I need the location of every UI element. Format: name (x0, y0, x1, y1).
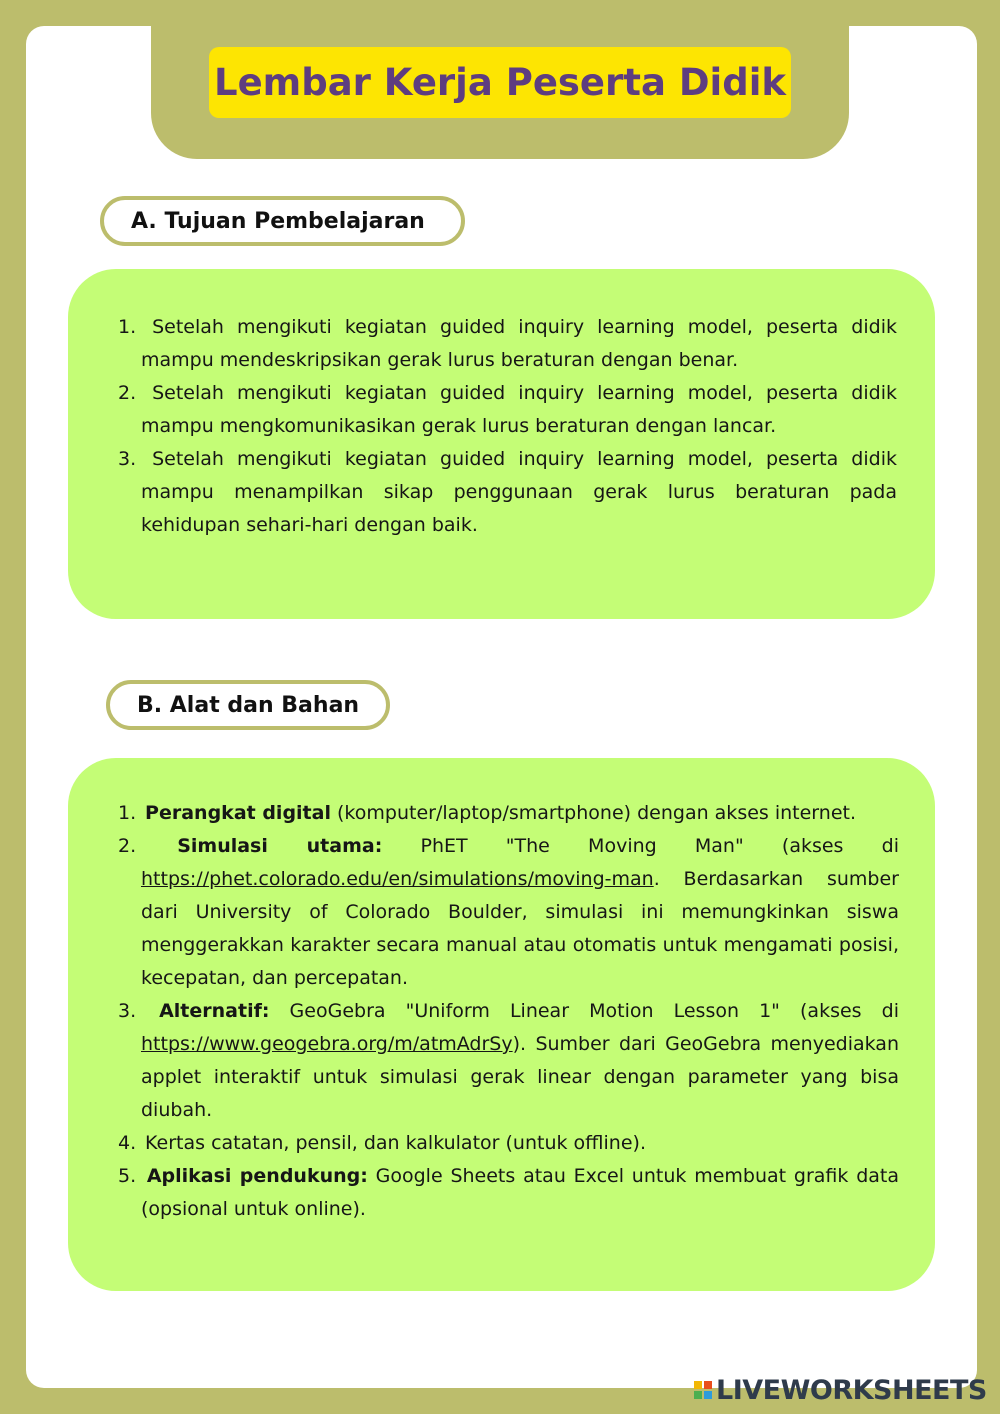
list-item: 3. Setelah mengikuti kegiatan guided inquiry learning model, peserta didik mampu menampilkan sikap penggunaan gerak lurus beraturan pada kehidupan sehari-hari dengan baik. (118, 448, 897, 536)
geogebra-link[interactable]: https://www.geogebra.org/m/atmAdrSy (141, 1033, 513, 1055)
liveworksheets-logo-icon (694, 1381, 712, 1399)
list-item: 2. Simulasi utama: PhET "The Moving Man" (akses di https://phet.colorado.edu/en/simulations/moving-man. Berdasarkan sumber dari University of Colorado Boulder, simulasi ini memungkinkan siswa menggerakkan karakter secara manual atau otomatis untuk mengamati posisi, kecepatan, dan percepatan. (118, 835, 899, 989)
list-item: 4. Kertas catatan, pensil, dan kalkulator (untuk offline). (118, 1132, 646, 1154)
section-b-panel (68, 758, 935, 1291)
list-item: 3. Alternatif: GeoGebra "Uniform Linear Motion Lesson 1" (akses di https://www.geogebra.org/m/atmAdrSy). Sumber dari GeoGebra menyediakan applet interaktif untuk simulasi gerak linear dengan parameter yang bisa diubah. (118, 1000, 899, 1121)
list-item: 2. Setelah mengikuti kegiatan guided inquiry learning model, peserta didik mampu mengkomunikasikan gerak lurus beraturan dengan lancar. (118, 382, 897, 437)
page-title: Lembar Kerja Peserta Didik (214, 61, 786, 104)
list-item: 1. Setelah mengikuti kegiatan guided inquiry learning model, peserta didik mampu mendeskripsikan gerak lurus beraturan dengan benar. (118, 316, 897, 371)
tools-materials-list (118, 797, 899, 1226)
list-item: 1. Perangkat digital (komputer/laptop/smartphone) dengan akses internet. (118, 802, 856, 824)
learning-objectives-list (118, 311, 897, 542)
section-a-panel (68, 269, 935, 619)
liveworksheets-brand (694, 1375, 987, 1405)
section-a-heading: A. Tujuan Pembelajaran (100, 196, 465, 246)
brand-name: LIVEWORKSHEETS (716, 1374, 987, 1406)
section-b-heading: B. Alat dan Bahan (106, 680, 390, 730)
phet-link[interactable]: https://phet.colorado.edu/en/simulations/moving-man (141, 868, 654, 890)
list-item: 5. Aplikasi pendukung: Google Sheets atau Excel untuk membuat grafik data (opsional untuk online). (118, 1165, 899, 1220)
title-banner (209, 47, 791, 118)
